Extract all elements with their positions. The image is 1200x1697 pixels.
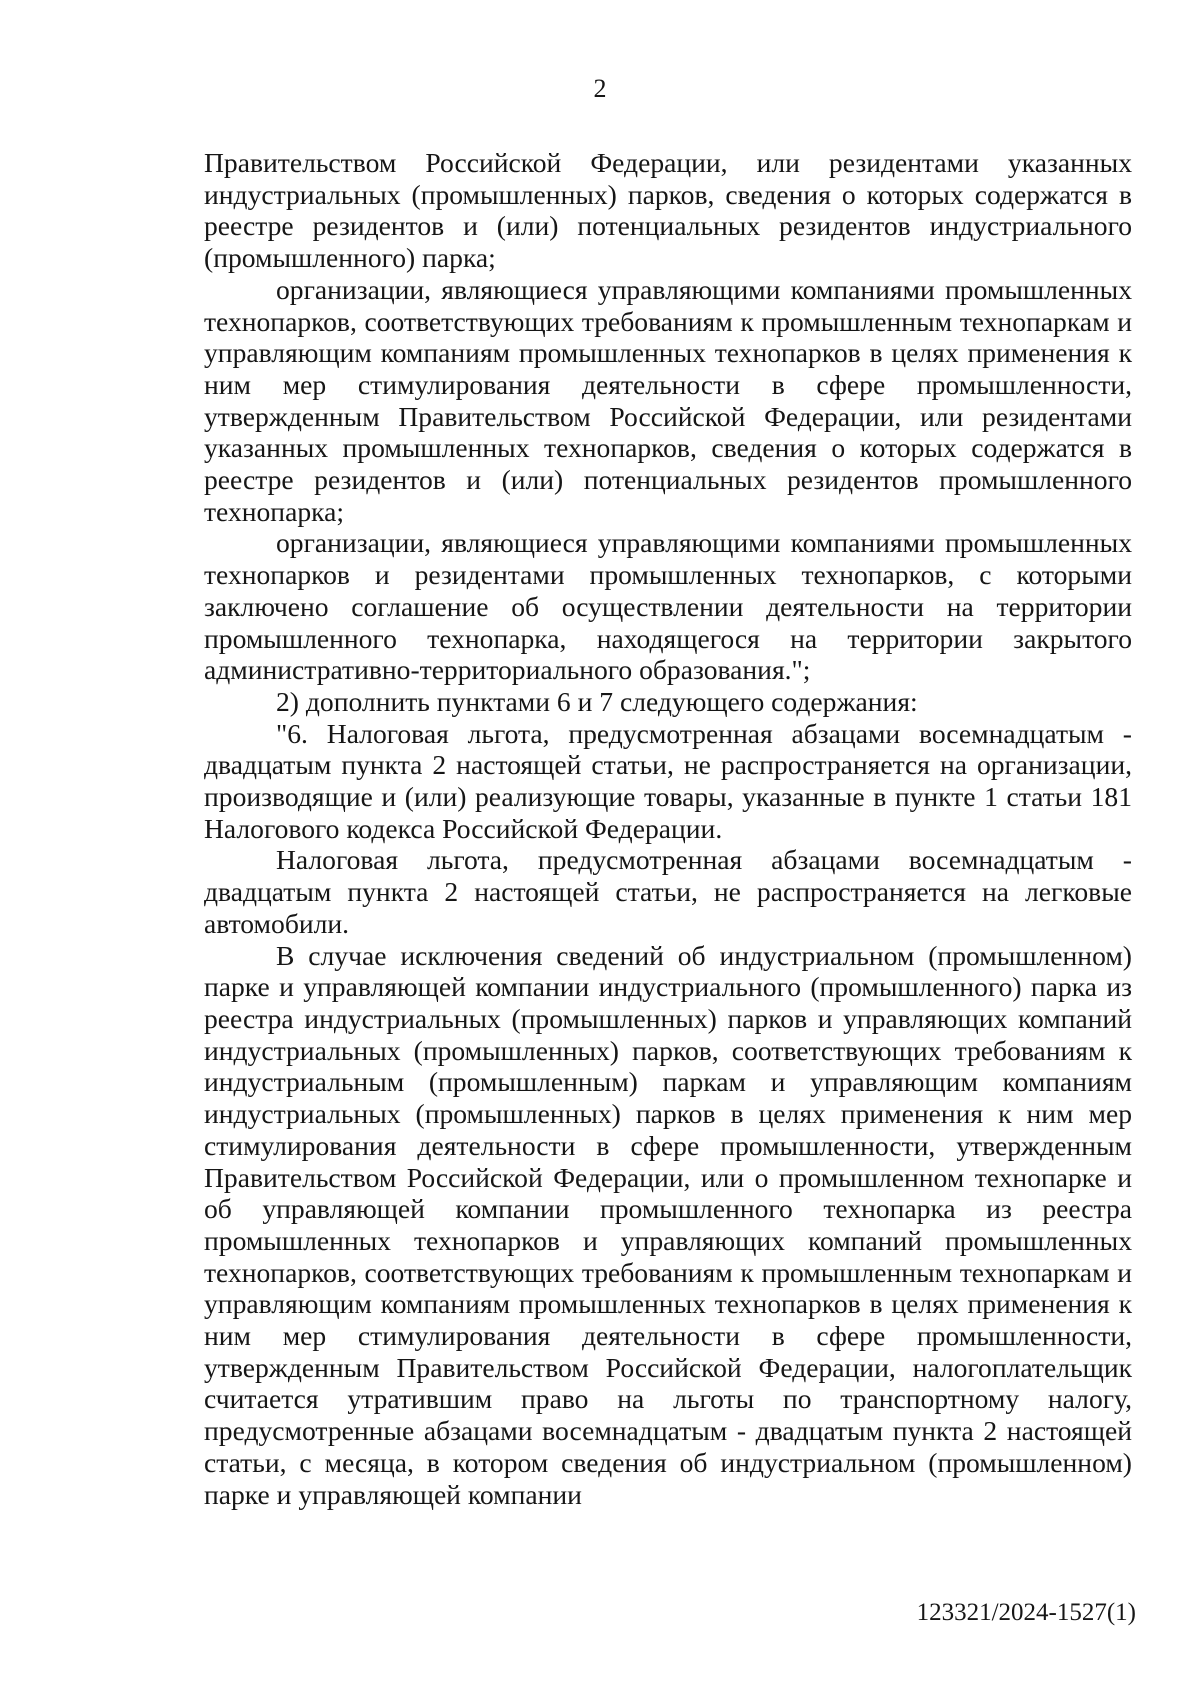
paragraph-4: 2) дополнить пунктами 6 и 7 следующего содержания: [276,685,918,717]
document-registration-code: 123321/2024-1527(1) [916,1599,1136,1626]
page-number: 2 [593,74,607,103]
document-body [204,147,1132,1510]
paragraph-3: организации, являющиеся управляющими компаниями промышленных технопарков и резидентами промышленных технопарков, с которыми заключено соглашение об осуществлении деятельности на территории промышленного технопарка, находящегося на территории закрытого административно-территориального образования."; [204,527,1132,686]
paragraph-5: "6. Налоговая льгота, предусмотренная абзацами восемнадцатым - двадцатым пункта 2 настоящей статьи, не распространяется на организации, производящие и (или) реализующие товары, указанные в пункте 1 статьи 181 Налогового кодекса Российской Федерации. [204,717,1132,844]
paragraph-6: Налоговая льгота, предусмотренная абзацами восемнадцатым - двадцатым пункта 2 настоящей статьи, не распространяется на легковые автомобили. [204,844,1132,939]
paragraph-7: В случае исключения сведений об индустриальном (промышленном) парке и управляющей компании индустриального (промышленного) парка из реестра индустриальных (промышленных) парков и управляющих компаний индустриальных (промышленных) парков, соответствующих требованиям к индустриальным (промышленным) паркам и управляющим компаниям индустриальных (промышленных) парков в целях применения к ним мер стимулирования деятельности в сфере промышленности, утвержденным Правительством Российской Федерации, или о промышленном технопарке и об управляющей компании промышленного технопарка из реестра промышленных технопарков и управляющих компаний промышленных технопарков, соответствующих требованиям к промышленным технопаркам и управляющим компаниям промышленных технопарков в целях применения к ним мер стимулирования деятельности в сфере промышленности, утвержденным Правительством Российской Федерации, налогоплательщик считается утратившим право на льготы по транспортному налогу, предусмотренные абзацами восемнадцатым - двадцатым пункта 2 настоящей статьи, с месяца, в котором сведения об индустриальном (промышленном) парке и управляющей компании [204,939,1132,1510]
paragraph-1: Правительством Российской Федерации, или резидентами указанных индустриальных (промышленных) парков, сведения о которых содержатся в реестре резидентов и (или) потенциальных резидентов индустриального (промышленного) парка; [204,147,1132,274]
paragraph-2: организации, являющиеся управляющими компаниями промышленных технопарков, соответствующих требованиям к промышленным технопаркам и управляющим компаниям промышленных технопарков в целях применения к ним мер стимулирования деятельности в сфере промышленности, утвержденным Правительством Российской Федерации, или резидентами указанных промышленных технопарков, сведения о которых содержатся в реестре резидентов и (или) потенциальных резидентов промышленного технопарка; [204,273,1132,527]
